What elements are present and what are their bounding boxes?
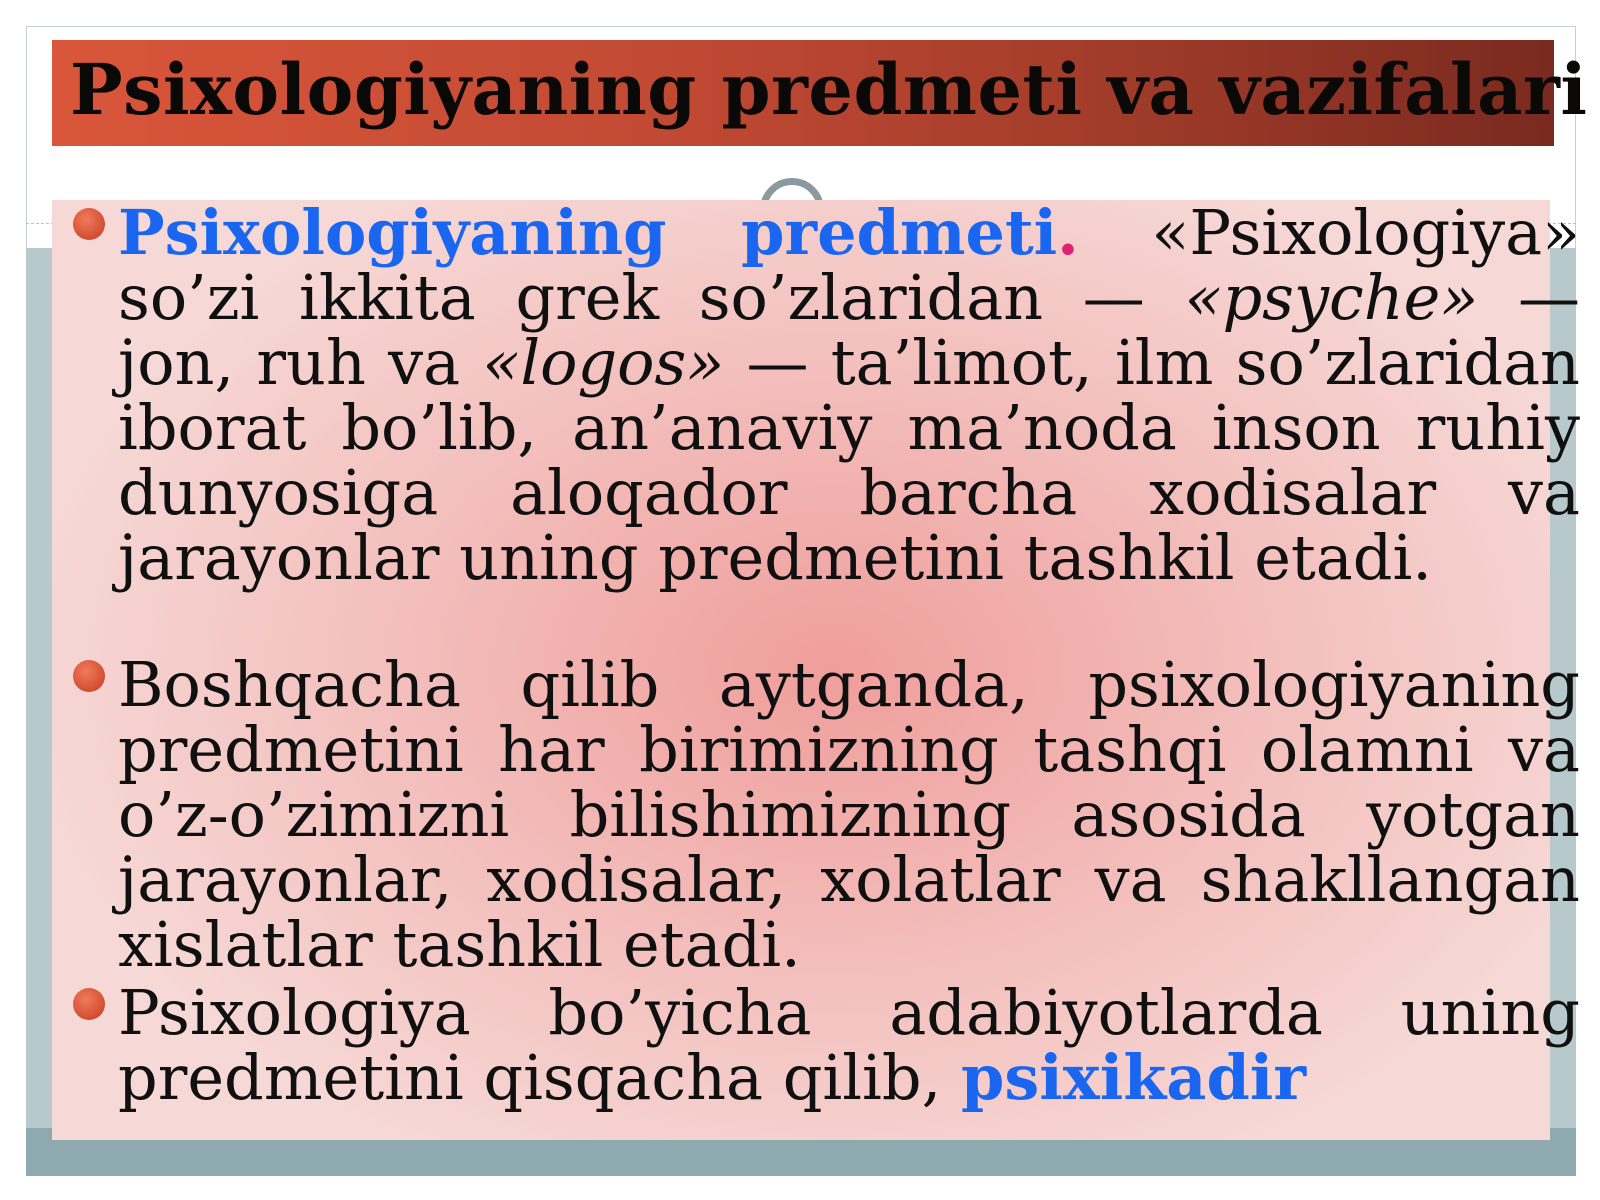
- italic-term: «logos»: [482, 326, 725, 399]
- term-period: .: [1057, 196, 1079, 269]
- bullet-dot-icon: [73, 208, 105, 240]
- paragraph-text: Psixologiya bo’yicha adabiyotlarda uning predmetini qisqacha qilib,: [118, 976, 1580, 1114]
- title-bar: [52, 40, 1588, 146]
- paragraph-text: — jon, ruh va: [118, 261, 1580, 399]
- bullet-paragraph: [118, 648, 1580, 981]
- paragraph-text: — ta’limot, ilm so’zlaridan iborat bo’lib, an’anaviy ma’noda inson ruhiy dunyosiga aloqador barcha xodisalar va jarayonlar uning predmetini tashkil etadi.: [118, 326, 1580, 594]
- term-highlight: Psixologiyaning predmeti: [118, 196, 1058, 269]
- paragraph-text: Boshqacha qilib aytganda, psixologiyaning predmetini har birimizning tashqi olamni va o’z-o’zimizni bilishimizning asosida yotgan jarayonlar, xodisalar, xolatlar va shakllangan xislatlar tashkil etadi.: [118, 648, 1580, 981]
- italic-term: «psyche»: [1184, 261, 1479, 334]
- slide-title: Psixologiyaning predmeti va vazifalari: [70, 48, 1588, 131]
- term-highlight: psixikadir: [961, 1041, 1307, 1114]
- content-panel: [52, 196, 1580, 1140]
- bullet-paragraph: [118, 196, 1580, 594]
- bullet-dot-icon: [73, 988, 105, 1020]
- bullet-paragraph: [118, 976, 1580, 1114]
- paragraph-text: «Psixologiya» so’zi ikkita grek so’zlaridan —: [118, 196, 1580, 334]
- bullet-dot-icon: [73, 660, 105, 692]
